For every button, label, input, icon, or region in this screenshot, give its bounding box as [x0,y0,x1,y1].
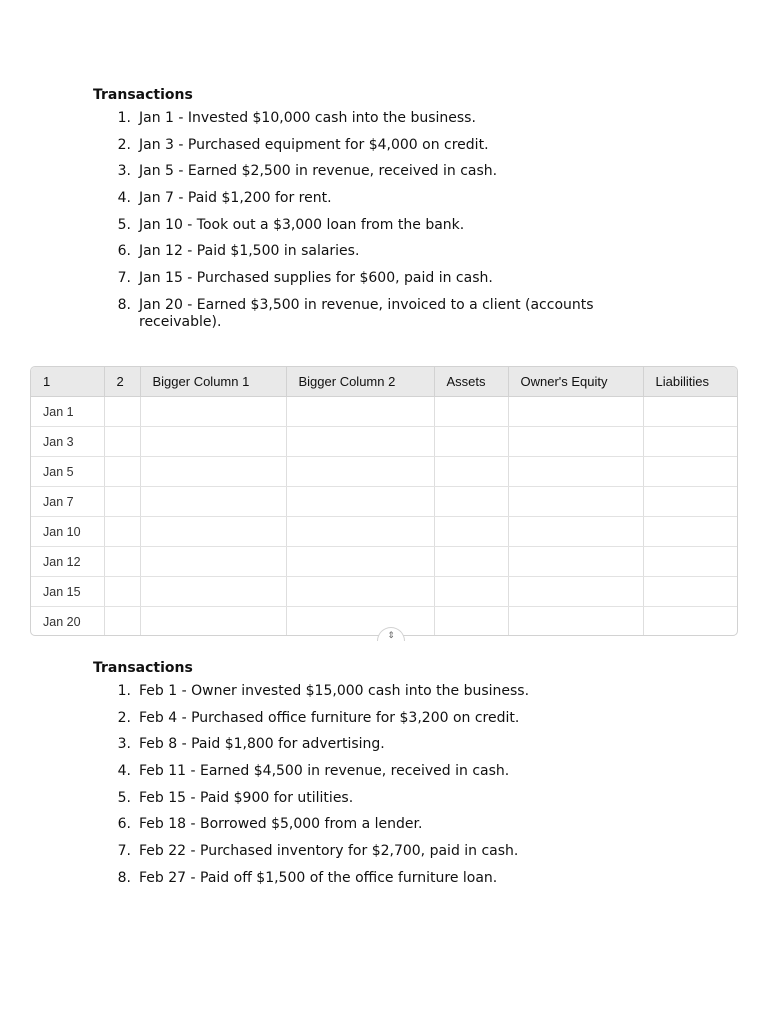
table-cell[interactable]: Jan 10 [31,517,104,547]
resize-handle-icon: ⇕ [387,631,395,641]
item-number: 2. [117,136,131,153]
table-cell[interactable]: Jan 7 [31,487,104,517]
item-number: 4. [117,190,131,207]
table-cell[interactable] [508,457,643,487]
item-text: Feb 15 - Paid $900 for utilities. [139,789,354,806]
item-number: 1. [117,683,131,699]
section-title: Transactions [93,660,193,676]
list-item [93,297,653,331]
table-cell[interactable] [434,547,508,577]
table-cell[interactable] [643,577,737,607]
table-cell[interactable] [643,457,737,487]
list-item [93,243,653,260]
list-item [93,763,653,780]
item-number: 5. [117,216,131,233]
table-header-row [31,367,737,397]
item-text: Feb 1 - Owner invested $15,000 cash into the business. [139,683,530,699]
table-cell[interactable] [643,547,737,577]
table-cell[interactable]: Jan 3 [31,427,104,457]
table-cell[interactable] [286,487,434,517]
table-cell[interactable] [140,487,286,517]
table-cell[interactable] [508,517,643,547]
table-cell[interactable] [104,547,140,577]
table-cell[interactable] [434,427,508,457]
table-cell[interactable] [140,427,286,457]
table-cell[interactable] [286,397,434,427]
item-text: Jan 7 - Paid $1,200 for rent. [139,190,332,207]
table-cell[interactable] [508,427,643,457]
table-cell[interactable] [104,577,140,607]
item-number: 4. [117,763,131,780]
item-number: 8. [117,296,131,313]
table-row [31,577,737,607]
item-text: Feb 18 - Borrowed $5,000 from a lender. [139,816,423,833]
table-cell[interactable] [508,577,643,607]
list-item [93,110,653,127]
table-cell[interactable] [434,457,508,487]
item-number: 6. [117,816,131,833]
item-number: 3. [117,163,131,180]
table-row [31,427,737,457]
item-text: Feb 27 - Paid off $1,500 of the office furniture loan. [139,869,498,886]
column-header[interactable]: Liabilities [643,367,737,397]
item-text: Feb 22 - Purchased inventory for $2,700, paid in cash. [139,843,519,860]
item-text: Jan 20 - Earned $3,500 in revenue, invoiced to a client (accounts receivable). [139,296,594,330]
item-text: Feb 8 - Paid $1,800 for advertising. [139,736,385,753]
table-cell[interactable] [508,607,643,637]
table-row [31,517,737,547]
table-cell[interactable] [434,517,508,547]
table-cell[interactable] [140,517,286,547]
list-item [93,710,653,727]
table-cell[interactable] [434,607,508,637]
item-number: 8. [117,869,131,886]
column-header[interactable]: 2 [104,367,140,397]
table-cell[interactable] [286,547,434,577]
table-cell[interactable]: Jan 15 [31,577,104,607]
list-item [93,843,653,860]
column-header[interactable]: Owner's Equity [508,367,643,397]
column-header[interactable]: Bigger Column 1 [140,367,286,397]
item-text: Feb 11 - Earned $4,500 in revenue, received in cash. [139,763,510,780]
table-cell[interactable] [286,607,434,637]
column-header[interactable]: Bigger Column 2 [286,367,434,397]
item-text: Feb 4 - Purchased office furniture for $3,200 on credit. [139,709,520,726]
table-cell[interactable] [140,577,286,607]
item-number: 7. [117,843,131,860]
column-header[interactable]: Assets [434,367,508,397]
section-title: Transactions [93,87,193,103]
table-cell[interactable] [643,487,737,517]
table-cell[interactable] [643,517,737,547]
table-cell[interactable] [643,607,737,637]
transactions-section-jan [93,86,653,341]
list-item [93,163,653,180]
table-cell[interactable] [508,547,643,577]
transactions-section-feb [93,659,653,897]
item-text: Jan 15 - Purchased supplies for $600, paid in cash. [139,270,493,287]
transaction-list [93,683,653,887]
table-cell[interactable] [104,457,140,487]
item-number: 2. [117,709,131,726]
item-number: 3. [117,736,131,753]
list-item [93,270,653,287]
item-number: 6. [117,243,131,260]
table-cell[interactable] [286,577,434,607]
item-text: Jan 3 - Purchased equipment for $4,000 on credit. [139,136,489,153]
item-text: Jan 10 - Took out a $3,000 loan from the bank. [139,216,465,233]
transaction-table [30,366,738,636]
table-cell[interactable] [508,487,643,517]
table-cell[interactable] [140,397,286,427]
list-item [93,190,653,207]
table-row [31,547,737,577]
table-cell[interactable] [434,577,508,607]
table-row [31,457,737,487]
table-cell[interactable] [140,547,286,577]
table-cell[interactable] [286,517,434,547]
table-cell[interactable] [508,397,643,427]
column-header[interactable]: 1 [31,367,104,397]
transaction-list [93,110,653,331]
table-row [31,397,737,427]
table-cell[interactable] [434,397,508,427]
table-cell[interactable]: Jan 1 [31,397,104,427]
list-item [93,137,653,154]
table-cell[interactable] [286,457,434,487]
table-cell[interactable] [140,607,286,637]
table-cell[interactable] [104,427,140,457]
table-cell[interactable] [104,517,140,547]
table-cell[interactable] [140,457,286,487]
table-cell[interactable]: Jan 5 [31,457,104,487]
table-cell[interactable] [434,487,508,517]
table-cell[interactable] [104,487,140,517]
list-item [93,217,653,234]
item-number: 7. [117,270,131,287]
item-number: 5. [117,789,131,806]
table-cell[interactable] [286,427,434,457]
table-cell[interactable]: Jan 12 [31,547,104,577]
table-cell[interactable]: Jan 20 [31,607,104,637]
list-item [93,683,653,700]
item-number: 1. [117,110,131,126]
list-item [93,870,653,887]
table-cell[interactable] [104,397,140,427]
item-text: Jan 1 - Invested $10,000 cash into the business. [139,110,476,126]
table-cell[interactable] [643,397,737,427]
table-row [31,487,737,517]
list-item [93,736,653,753]
list-item [93,790,653,807]
list-item [93,816,653,833]
item-text: Jan 12 - Paid $1,500 in salaries. [139,243,360,260]
item-text: Jan 5 - Earned $2,500 in revenue, received in cash. [139,163,498,180]
table-cell[interactable] [104,607,140,637]
table-cell[interactable] [643,427,737,457]
